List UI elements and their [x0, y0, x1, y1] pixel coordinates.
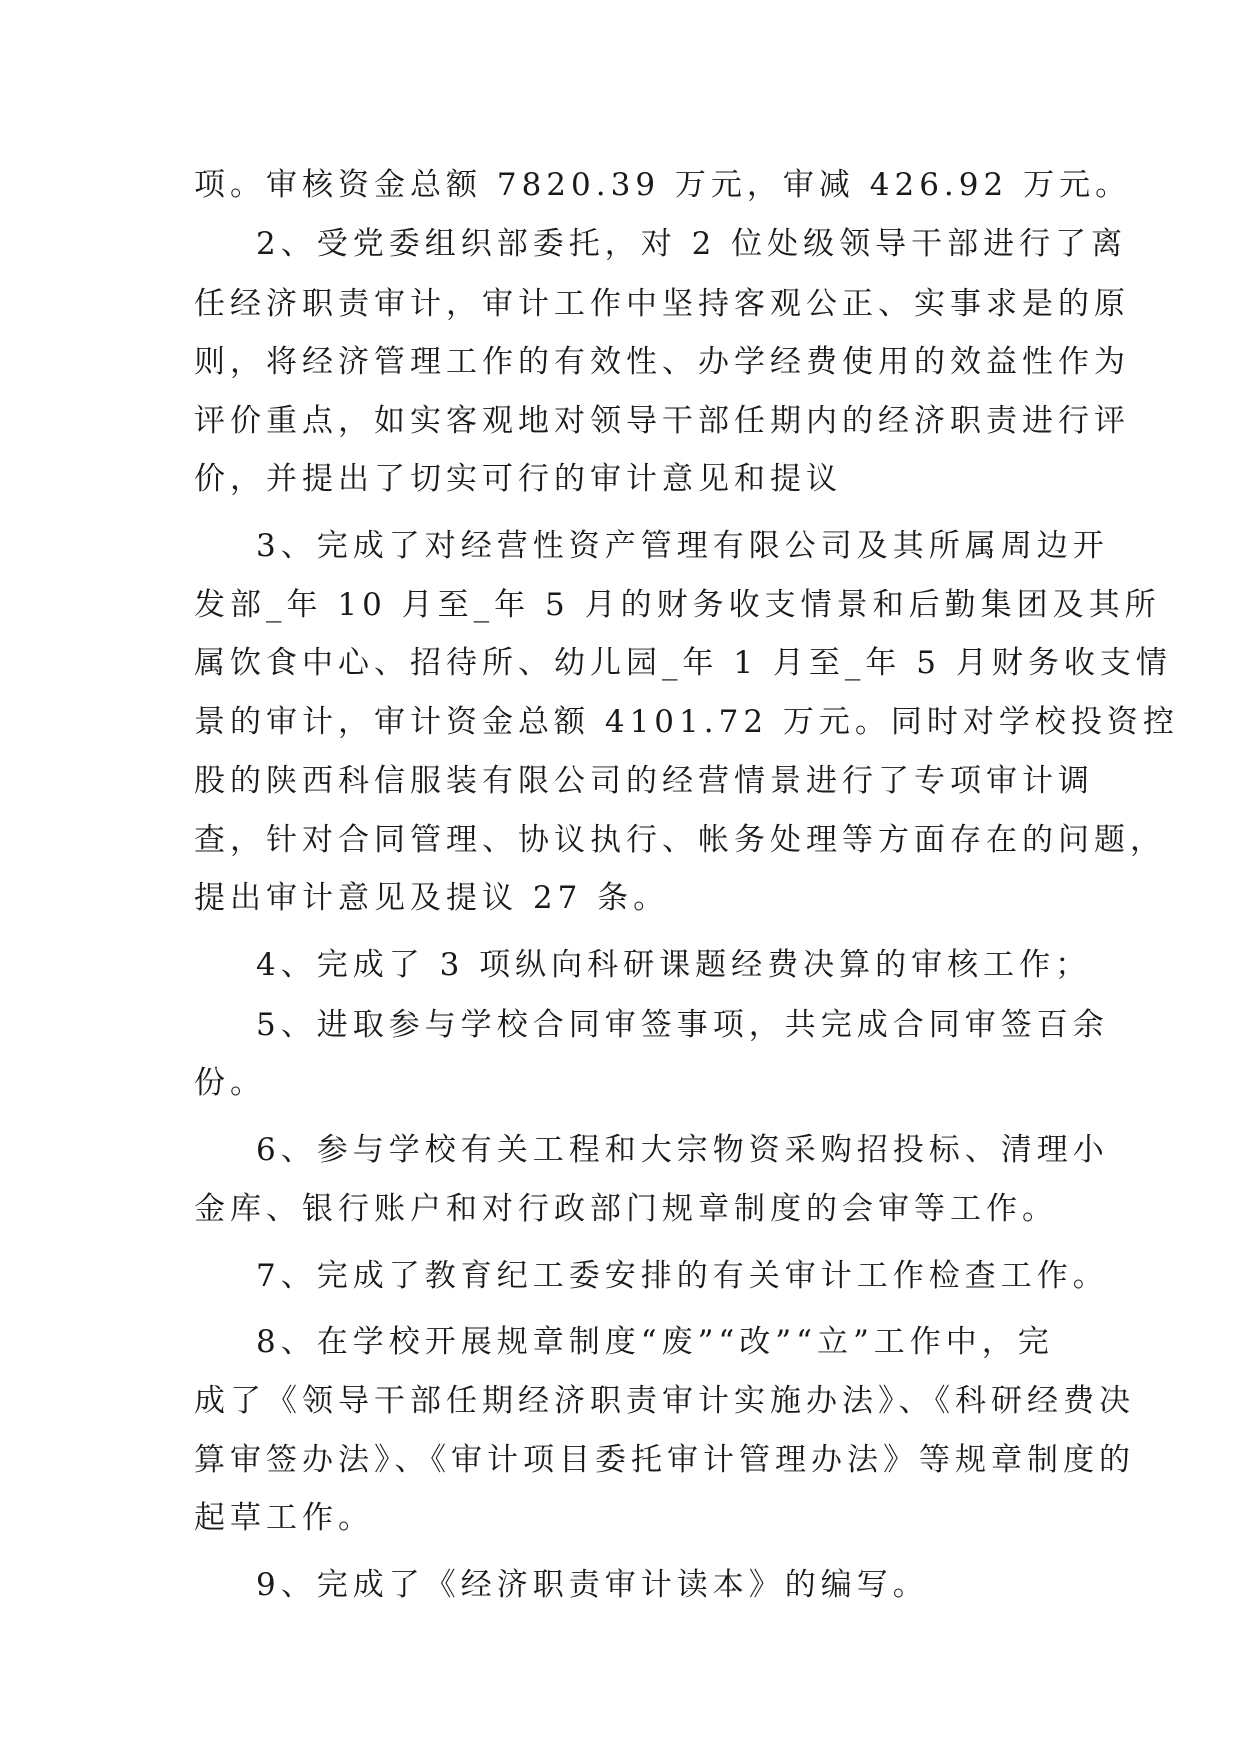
text-line: 8、在学校开展规章制度“废”“改”“立”工作中，完: [256, 1324, 1054, 1360]
text-line: 4、完成了 3 项纵向科研课题经费决算的审核工作；: [256, 947, 1092, 983]
text-line: 则，将经济管理工作的有效性、办学经费使用的效益性作为: [194, 344, 1130, 380]
text-line: 3、完成了对经营性资产管理有限公司及其所属周边开: [256, 528, 1109, 564]
text-line: 任经济职责审计，审计工作中坚持客观公正、实事求是的原: [194, 286, 1130, 322]
text-line: 项。审核资金总额 7820.39 万元，审减 426.92 万元。: [194, 167, 1132, 203]
text-line: 7、完成了教育纪工委安排的有关审计工作检查工作。: [256, 1258, 1109, 1294]
text-line: 2、受党委组织部委托，对 2 位处级领导干部进行了离: [256, 226, 1128, 262]
text-line: 评价重点，如实客观地对领导干部任期内的经济职责进行评: [194, 403, 1130, 439]
text-line: 5、进取参与学校合同审签事项，共完成合同审签百余: [256, 1007, 1109, 1043]
text-line: 股的陕西科信服装有限公司的经营情景进行了专项审计调: [194, 763, 1094, 799]
text-line: 6、参与学校有关工程和大宗物资采购招投标、清理小: [256, 1132, 1109, 1168]
text-line: 景的审计，审计资金总额 4101.72 万元。同时对学校投资控: [194, 704, 1179, 740]
text-line: 成了《领导干部任期经济职责审计实施办法》、《科研经费决: [194, 1383, 1135, 1419]
text-line: 属饮食中心、招待所、幼儿园_年 1 月至_年 5 月财务收支情: [194, 645, 1172, 681]
text-line: 提出审计意见及提议 27 条。: [194, 880, 670, 916]
text-line: 查，针对合同管理、协议执行、帐务处理等方面存在的问题，: [194, 822, 1166, 858]
text-line: 9、完成了《经济职责审计读本》的编写。: [256, 1567, 929, 1603]
text-line: 起草工作。: [194, 1500, 374, 1536]
text-line: 发部_年 10 月至_年 5 月的财务收支情景和后勤集团及其所: [194, 587, 1161, 623]
text-line: 金库、银行账户和对行政部门规章制度的会审等工作。: [194, 1191, 1058, 1227]
text-line: 价，并提出了切实可行的审计意见和提议: [194, 461, 842, 497]
text-line: 份。: [194, 1065, 266, 1101]
text-line: 算审签办法》、《审计项目委托审计管理办法》等规章制度的: [194, 1442, 1135, 1478]
